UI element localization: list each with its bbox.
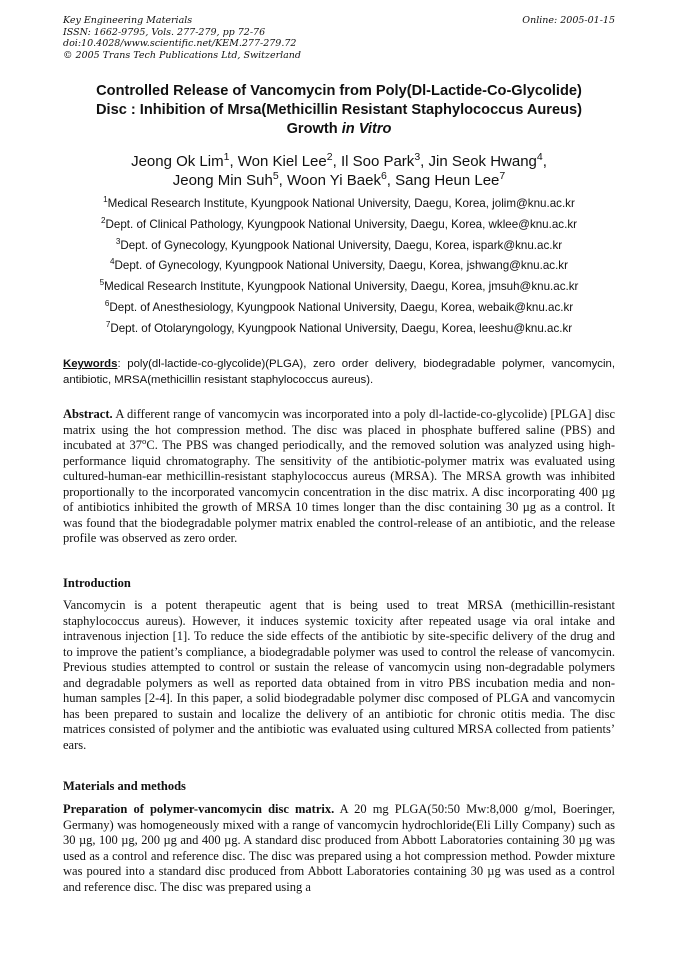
- author-sup: 6: [380, 170, 387, 182]
- author-sup: 2: [326, 151, 333, 163]
- title-line-1: Controlled Release of Vancomycin from Poly(Dl-Lactide-Co-Glycolide): [96, 83, 582, 99]
- affiliation-text: Medical Research Institute, Kyungpook National University, Daegu, Korea, jmsuh@knu.ac.kr: [104, 280, 579, 294]
- journal-header: [63, 15, 615, 61]
- keywords-block: [63, 357, 615, 388]
- introduction-paragraph: [63, 598, 615, 753]
- affiliation-6: [40, 298, 638, 319]
- author-name: Jeong Ok Lim: [131, 153, 224, 170]
- affiliation-text: Medical Research Institute, Kyungpook National University, Daegu, Korea, jolim@knu.ac.kr: [107, 197, 575, 210]
- introduction-heading: Introduction: [63, 576, 131, 590]
- author-line-1: Jeong Ok Lim$^1$, Won Kiel Lee$^2$, Il Soo Park$^3$, Jin Seok Hwang$^4$,: [131, 151, 547, 170]
- degree-sup: o: [142, 435, 147, 446]
- copyright-line: © 2005 Trans Tech Publications Ltd, Switzerland: [63, 49, 302, 61]
- author-name: Sang Heun Lee: [395, 172, 500, 189]
- title-line-3: [50, 120, 628, 139]
- affiliation-1: [40, 194, 638, 215]
- methods-subheading: Preparation of polymer-vancomycin disc matrix.: [63, 802, 335, 816]
- doi-line: doi:10.4028/www.scientific.net/KEM.277-279.72: [63, 38, 297, 49]
- affiliation-2: [40, 215, 638, 236]
- title-in-vitro: in Vitro: [341, 121, 392, 137]
- affiliation-sup: 4: [110, 257, 115, 267]
- affiliation-sup: 5: [99, 278, 105, 288]
- affiliation-text: Dept. of Clinical Pathology, Kyungpook National University, Daegu, Korea, wklee@knu.ac.kr: [105, 217, 577, 231]
- abstract-text-2: C. The PBS was changed periodically, and the removed solution was analyzed using high-performance liquid chromatography. The sensitivity of the antibiotic-polymer matrix was evaluated using cultured-human-ear methicillin-resistant staphylococcus aureus (MRSA). The MRSA growth was inhibited proportionally to the incorporated vancomycin concentration in the disc matrix. A disc incorporating 400 µg of antibiotics inhibited the growth of MRSA 10 times longer than the disc containing 30 µg as a control. It was found that the biodegradable polymer matrix enabled the control-release of an antibiotic, and the release profile was observed as zero order.: [63, 438, 615, 545]
- affiliation-4: [40, 256, 638, 277]
- author-name: Jin Seok Hwang: [428, 153, 537, 170]
- author-sup: 5: [272, 170, 279, 182]
- title-line-2: Disc : Inhibition of Mrsa(Methicillin Resistant Staphylococcus Aureus): [96, 102, 582, 118]
- paper-title: [50, 82, 628, 139]
- author-list: [40, 152, 638, 190]
- affiliation-text: Dept. of Gynecology, Kyungpook National University, Daegu, Korea, ispark@knu.ac.kr: [120, 238, 563, 252]
- keywords-text: : poly(dl-lactide-co-glycolide)(PLGA), zero order delivery, biodegradable polymer, vancomycin, antibiotic, MRSA(methicillin resistant staphylococcus aureus).: [63, 358, 615, 386]
- affiliation-text: Dept. of Anesthesiology, Kyungpook National University, Daegu, Korea, webaik@knu.ac.kr: [109, 300, 574, 314]
- affiliation-7: [40, 319, 638, 340]
- author-name: Il Soo Park: [340, 153, 415, 170]
- author-sup: 1: [223, 151, 230, 163]
- affiliation-sup: 6: [104, 299, 110, 309]
- methods-heading: Materials and methods: [63, 779, 186, 793]
- affiliation-sup: 3: [115, 236, 121, 246]
- methods-text: A 20 mg PLGA(50:50 Mw:8,000 g/mol, Boeringer, Germany) was homogeneously mixed with a range of vancomycin hydrochloride(Eli Lilly Company) such as 30 µg, 100 µg, 200 µg and 400 µg. A standard disc produced from Abbott Laboratories containing 30 µg was used as a control and reference disc. The disc was prepared using a hot compression method. Powder mixture was poured into a standard disc produced from Abbott Laboratories containing 30 µg was used as a control and reference disc. The disc was prepared using a: [63, 802, 615, 894]
- affiliation-sup: 1: [103, 195, 108, 205]
- title-growth: Growth: [286, 121, 342, 137]
- author-name: Jeong Min Suh: [172, 172, 273, 189]
- keywords-label: Keywords: [63, 358, 118, 370]
- affiliation-sup: 7: [105, 319, 111, 329]
- author-sup: 3: [414, 151, 421, 163]
- abstract-label: Abstract.: [63, 407, 113, 421]
- affiliation-3: [40, 236, 638, 257]
- methods-paragraph: [63, 802, 615, 895]
- affiliation-text: Dept. of Otolaryngology, Kyungpook National University, Daegu, Korea, leeshu@knu.ac.kr: [110, 321, 573, 335]
- author-line-2: Jeong Min Suh$^5$, Woon Yi Baek$^6$, Sang Heun Lee$^7$: [172, 170, 506, 189]
- introduction-text: Vancomycin is a potent therapeutic agent that is being used to treat MRSA (methicillin-resistant staphylococcus aureus). However, it induces systemic toxicity after repeated usage via oral intake and intravenous injection [1]. To reduce the side effects of the antibiotic by site-specific delivery of the drug and to improve the patient’s compliance, a biodegradable polymer was used to control the release of vancomycin. Previous studies attempted to control or sustain the release of vancomycin using non-degradable polymers and degradable polymers as well as reported data obtained from in vitro PBS incubation media and non-human samples [2-4]. In this paper, a solid biodegradable polymer disc composed of PLGA and vancomycin has been prepared to sustain and localize the delivery of an antibiotic for chronic otitis media. The disc matrices consisted of polymer and the antibiotic was evaluated using cultured MRSA collected from patients’ ears.: [63, 598, 615, 752]
- author-sup: 4: [536, 151, 543, 163]
- author-name: Woon Yi Baek: [287, 172, 381, 189]
- author-name: Won Kiel Lee: [237, 153, 327, 170]
- affiliation-5: [40, 277, 638, 298]
- affiliation-list: [40, 194, 638, 340]
- affiliation-text: Dept. of Gynecology, Kyungpook National University, Daegu, Korea, jshwang@knu.ac.kr: [114, 259, 568, 273]
- author-sup: 7: [499, 170, 506, 182]
- issn-line: ISSN: 1662-9795, Vols. 277-279, pp 72-76: [63, 26, 266, 38]
- abstract-paragraph: [63, 407, 615, 547]
- affiliation-sup: 2: [101, 215, 106, 225]
- abstract-text-1: A different range of vancomycin was incorporated into a poly dl-lactide-co-glycolide) [PLGA] disc matrix using the hot compression method. The disc was placed in phosphate buffered saline (PBS) and incubated at 37: [63, 407, 615, 452]
- online-date: Online: 2005-01-15: [522, 15, 615, 26]
- journal-name: Key Engineering Materials: [63, 15, 193, 26]
